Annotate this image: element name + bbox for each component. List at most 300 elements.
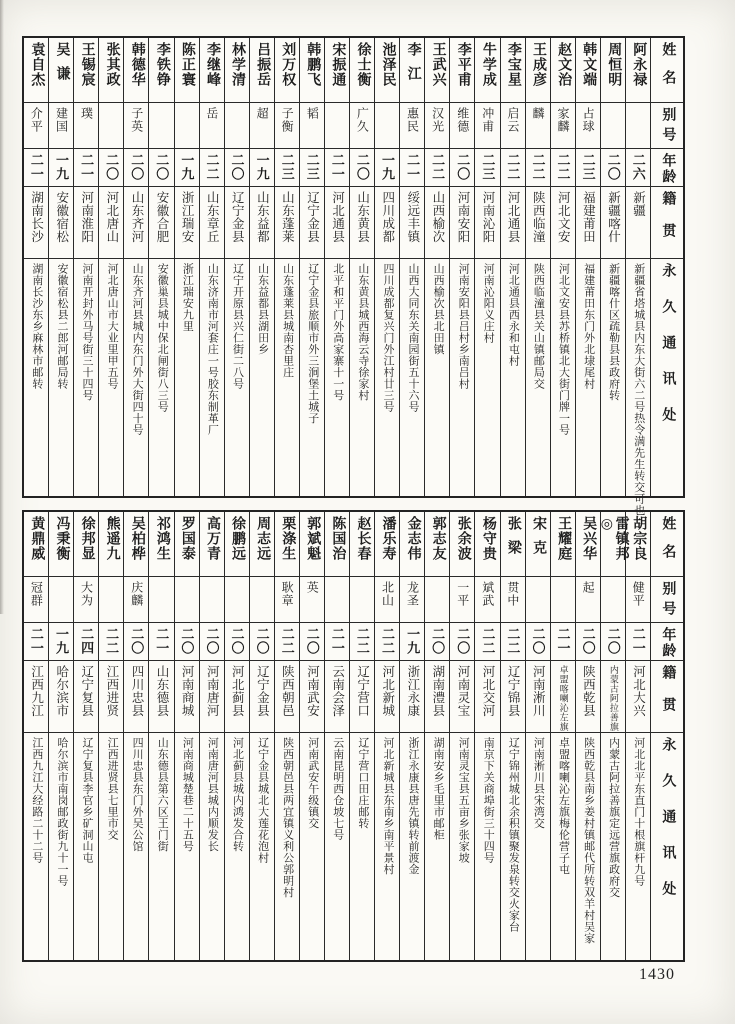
person-age: 一九	[179, 153, 195, 181]
person-age: 二三	[480, 153, 496, 181]
person-name: 杨守贵	[480, 516, 496, 561]
person-name-cell	[250, 38, 274, 102]
person-age-cell	[626, 622, 650, 660]
person-name: 李江	[405, 42, 421, 90]
person-address: 山东齐河县城内东门外大街四十号	[131, 263, 144, 436]
person-name-cell	[475, 512, 499, 576]
person-age: 二〇	[580, 627, 596, 655]
person-age-cell	[551, 622, 575, 660]
person-column	[525, 512, 550, 960]
person-alias-cell	[526, 102, 550, 148]
person-address: 河南商城楚巷二十五号	[181, 737, 194, 852]
header-alias-label: 别号	[660, 107, 676, 147]
person-alias-cell	[526, 576, 550, 622]
person-age: 二二	[505, 627, 521, 655]
person-name: 吴柏桦	[129, 516, 145, 561]
person-age: 二二	[505, 153, 521, 181]
people-grid	[24, 512, 650, 960]
person-name-cell	[400, 38, 424, 102]
person-native-cell	[400, 660, 424, 732]
person-age: 二六	[630, 153, 646, 181]
person-column	[399, 38, 424, 496]
person-name-cell	[501, 38, 525, 102]
person-native-cell	[275, 660, 299, 732]
person-age: 一九	[254, 153, 270, 181]
person-alias-cell	[576, 102, 600, 148]
person-native-cell	[149, 660, 173, 732]
person-native: 河北蓟县	[230, 665, 245, 717]
person-alias: 冠群	[29, 581, 44, 607]
person-address: 新疆喀什区疏勒县县政府转	[607, 263, 620, 401]
person-alias-cell	[501, 576, 525, 622]
person-native-cell	[626, 660, 650, 732]
person-column	[550, 38, 575, 496]
person-alias-cell	[74, 576, 98, 622]
person-address-cell	[300, 258, 324, 496]
person-age-cell	[425, 148, 449, 186]
person-age-cell	[300, 148, 324, 186]
person-native: 陕西朝邑	[280, 665, 295, 717]
person-address: 北平和平门外高家寨十一号	[331, 263, 344, 401]
person-native-cell	[551, 186, 575, 258]
person-alias-cell	[149, 576, 173, 622]
person-address: 内蒙古阿拉善旗定远营旗政府交	[607, 737, 620, 898]
person-name: 王成彦	[530, 42, 546, 87]
person-alias-cell	[99, 576, 123, 622]
person-address-cell	[149, 258, 173, 496]
person-name-cell	[450, 512, 474, 576]
person-age: 一九	[53, 627, 69, 655]
person-address: 卓盟喀喇沁左旗梅伦营子屯	[557, 737, 570, 875]
person-alias-cell	[300, 576, 324, 622]
person-name: 雷镇邦◎	[598, 516, 629, 561]
person-name-cell	[425, 512, 449, 576]
person-address-cell	[626, 732, 650, 960]
person-alias: 惠民	[405, 107, 420, 133]
person-name: 周志远	[255, 516, 271, 561]
person-alias-cell	[275, 576, 299, 622]
person-name: 罗国泰	[179, 516, 195, 561]
person-age-cell	[99, 148, 123, 186]
person-address-cell	[49, 732, 73, 960]
person-age: 二二	[279, 627, 295, 655]
person-age-cell	[149, 148, 173, 186]
person-age-cell	[225, 148, 249, 186]
person-name-cell	[175, 512, 199, 576]
person-address-cell	[200, 258, 224, 496]
person-address-cell	[425, 258, 449, 496]
person-age-cell	[576, 148, 600, 186]
person-address: 山西榆次县北田镇	[432, 263, 445, 355]
person-name: 郭志友	[430, 516, 446, 561]
person-address-cell	[576, 732, 600, 960]
person-address: 山东益都县湖田乡	[256, 263, 269, 355]
person-name: 徐邦显	[79, 516, 95, 561]
header-address-label: 永久通讯处	[660, 737, 676, 917]
person-address-cell	[475, 258, 499, 496]
person-name: 祁鸿生	[154, 516, 170, 561]
person-native: 内蒙古阿拉善旗	[608, 665, 619, 732]
person-alias-cell	[24, 102, 48, 148]
person-native: 河北文安	[556, 191, 571, 243]
person-column	[500, 512, 525, 960]
person-name: 吴兴华	[581, 516, 597, 561]
table-top	[22, 36, 685, 516]
person-alias: 一平	[455, 581, 470, 607]
person-native-cell	[225, 186, 249, 258]
person-native-cell	[124, 660, 148, 732]
person-name: 吴谦	[54, 42, 70, 90]
header-name-cell	[651, 38, 683, 102]
person-age: 二二	[380, 627, 395, 655]
person-address: 山西大同东关南园街五十六号	[407, 263, 420, 413]
person-column	[199, 38, 224, 496]
person-column	[449, 512, 474, 960]
person-native-cell	[175, 186, 199, 258]
person-column	[449, 38, 474, 496]
person-age-cell	[49, 622, 73, 660]
person-column	[148, 512, 173, 960]
person-alias-cell	[576, 576, 600, 622]
person-native-cell	[450, 660, 474, 732]
person-age-cell	[325, 148, 349, 186]
person-column	[349, 38, 374, 496]
person-address-cell	[450, 258, 474, 496]
person-name-cell	[576, 512, 600, 576]
person-address-cell	[74, 258, 98, 496]
person-alias-cell	[124, 576, 148, 622]
person-column	[48, 38, 73, 496]
person-native-cell	[425, 660, 449, 732]
person-alias-cell	[601, 576, 625, 622]
person-column	[399, 512, 424, 960]
person-age-cell	[74, 622, 98, 660]
person-native: 河南淅川	[531, 665, 546, 717]
person-name-cell	[350, 38, 374, 102]
person-alias-cell	[200, 102, 224, 148]
person-native-cell	[576, 186, 600, 258]
person-address: 河北文安县苏桥镇北大街门牌一号	[557, 263, 570, 436]
person-age: 二〇	[229, 153, 245, 181]
person-name: 张其政	[104, 42, 120, 87]
person-native: 山东蓬莱	[280, 191, 295, 243]
person-native-cell	[425, 186, 449, 258]
person-native: 河南武安	[305, 665, 320, 717]
person-native-cell	[49, 186, 73, 258]
person-address-cell	[99, 258, 123, 496]
person-column	[424, 38, 449, 496]
person-native: 山东章丘	[205, 191, 220, 243]
person-age: 二二	[204, 153, 220, 181]
person-name-cell	[24, 512, 48, 576]
person-native-cell	[325, 660, 349, 732]
person-age-cell	[275, 148, 299, 186]
person-age: 二〇	[229, 627, 245, 655]
person-column	[98, 512, 123, 960]
person-address-cell	[225, 258, 249, 496]
person-native-cell	[24, 186, 48, 258]
person-address: 江西九江大经路二十二号	[30, 737, 43, 864]
person-age-cell	[450, 148, 474, 186]
person-age-cell	[149, 622, 173, 660]
person-name: 王锡宸	[79, 42, 95, 87]
person-native-cell	[450, 186, 474, 258]
person-name: 王武兴	[430, 42, 446, 87]
person-address-cell	[49, 258, 73, 496]
person-name: 韩文端	[581, 42, 597, 87]
person-name-cell	[598, 512, 629, 576]
person-age-cell	[526, 148, 550, 186]
header-column	[650, 38, 683, 496]
person-age-cell	[99, 622, 123, 660]
person-address: 辽宁开原县兴仁街二八号	[231, 263, 244, 390]
person-native-cell	[300, 186, 324, 258]
person-native: 四川成都	[380, 191, 395, 243]
person-address: 河南唐河县城内顺发长	[206, 737, 219, 852]
person-native-cell	[601, 660, 625, 732]
person-name: 林学清	[230, 42, 246, 87]
person-name: 李铁铮	[154, 42, 170, 87]
person-address-cell	[400, 258, 424, 496]
person-alias: 英	[305, 581, 320, 594]
person-name-cell	[74, 38, 98, 102]
person-name-cell	[149, 512, 173, 576]
person-column	[299, 512, 324, 960]
person-native-cell	[551, 660, 575, 732]
header-alias-cell	[651, 102, 683, 148]
person-age-cell	[501, 622, 525, 660]
person-native: 河南唐河	[205, 665, 220, 717]
person-alias-cell	[375, 102, 399, 148]
person-age: 二〇	[605, 153, 621, 181]
person-column	[374, 512, 399, 960]
person-name-cell	[99, 512, 123, 576]
person-native: 辽宁营口	[355, 665, 370, 717]
person-address: 陕西朝邑县两宜镇义利公郭明村	[281, 737, 294, 898]
person-address-cell	[551, 258, 575, 496]
person-native: 辽宁锦县	[506, 665, 521, 717]
person-alias-cell	[149, 102, 173, 148]
person-name: 徐鹏远	[230, 516, 246, 561]
person-native-cell	[99, 660, 123, 732]
person-name: 周恒明	[606, 42, 622, 87]
person-name-cell	[200, 512, 224, 576]
header-name-label: 姓名	[660, 42, 676, 98]
person-address: 哈尔滨市南岗邮政街九十一号	[55, 737, 68, 887]
person-alias: 汉光	[430, 107, 445, 133]
person-address: 辽宁金县城北大莲花泡村	[256, 737, 269, 864]
person-column	[148, 38, 173, 496]
person-age: 二〇	[254, 627, 270, 655]
person-column	[324, 512, 349, 960]
person-address: 湖南长沙东乡麻林市邮转	[30, 263, 43, 390]
person-age: 二一	[555, 627, 571, 655]
person-alias: 大为	[79, 581, 94, 607]
person-name-cell	[200, 38, 224, 102]
person-age: 二二	[555, 153, 571, 181]
person-age-cell	[225, 622, 249, 660]
person-age-cell	[49, 148, 73, 186]
person-address: 河北唐山市大业里甲五号	[106, 263, 119, 390]
person-name-cell	[501, 512, 525, 576]
header-native-label: 籍贯	[660, 665, 676, 729]
person-address-cell	[325, 258, 349, 496]
header-age-label: 年龄	[660, 627, 676, 659]
header-address-cell	[651, 732, 683, 960]
person-age: 二〇	[605, 627, 621, 655]
person-alias-cell	[49, 576, 73, 622]
person-alias-cell	[350, 102, 374, 148]
person-age-cell	[601, 622, 625, 660]
person-alias-cell	[626, 576, 650, 622]
person-column	[224, 38, 249, 496]
person-alias-cell	[450, 102, 474, 148]
person-address-cell	[124, 732, 148, 960]
person-address: 新疆省塔城县内东大街六二号热令满先生转交可也	[632, 263, 645, 516]
person-alias-cell	[350, 576, 374, 622]
person-age-cell	[124, 148, 148, 186]
header-native-cell	[651, 660, 683, 732]
person-alias-cell	[99, 102, 123, 148]
person-alias-cell	[175, 576, 199, 622]
person-alias-cell	[400, 102, 424, 148]
person-name: 李平甫	[455, 42, 471, 87]
person-column	[324, 38, 349, 496]
person-name: 袁自杰	[29, 42, 45, 87]
person-name-cell	[375, 512, 399, 576]
person-native: 河北通县	[506, 191, 521, 243]
person-age-cell	[450, 622, 474, 660]
person-age-cell	[350, 148, 374, 186]
person-name-cell	[275, 38, 299, 102]
person-alias: 龙圣	[405, 581, 420, 607]
person-column	[424, 512, 449, 960]
person-column	[550, 512, 575, 960]
person-alias: 麟	[530, 107, 545, 120]
person-name-cell	[300, 38, 324, 102]
person-address: 南京下关商埠街三十四号	[482, 737, 495, 864]
person-name: 陈国治	[330, 516, 346, 561]
person-column	[575, 512, 600, 960]
person-alias: 庆麟	[129, 581, 144, 607]
person-address-cell	[626, 258, 650, 516]
person-alias-cell	[325, 576, 349, 622]
person-name-cell	[375, 38, 399, 102]
person-alias-cell	[225, 576, 249, 622]
person-name-cell	[601, 38, 625, 102]
person-address: 河北新城县东南乡南平景村	[381, 737, 394, 875]
person-age: 二〇	[455, 153, 471, 181]
person-age-cell	[626, 148, 650, 186]
person-alias-cell	[626, 102, 650, 148]
person-native-cell	[475, 186, 499, 258]
header-alias-label: 别号	[660, 581, 676, 621]
person-column	[600, 38, 625, 496]
person-age: 二四	[79, 627, 95, 655]
person-native-cell	[350, 186, 374, 258]
person-name: 池泽民	[380, 42, 396, 87]
person-age-cell	[501, 148, 525, 186]
person-native-cell	[74, 186, 98, 258]
person-native: 山东齐河	[129, 191, 144, 243]
person-alias: 健平	[631, 581, 646, 607]
person-name-cell	[124, 38, 148, 102]
person-address-cell	[99, 732, 123, 960]
person-native-cell	[24, 660, 48, 732]
person-native: 山东黄县	[355, 191, 370, 243]
person-column	[598, 512, 629, 960]
person-age: 二二	[480, 627, 496, 655]
person-name-cell	[49, 512, 73, 576]
person-address: 安徽宿松县二郎河邮局转	[55, 263, 68, 390]
person-name-cell	[225, 38, 249, 102]
person-native: 绥远丰镇	[405, 191, 420, 243]
person-native: 湖南长沙	[29, 191, 44, 243]
person-address: 山东德县第六区王门街	[156, 737, 169, 852]
person-alias: 介平	[29, 107, 44, 133]
person-name-cell	[626, 38, 650, 102]
person-native: 河北新城	[380, 665, 395, 717]
person-alias-cell	[24, 576, 48, 622]
person-column	[73, 38, 98, 496]
person-age: 二一	[329, 627, 345, 655]
person-name-cell	[149, 38, 173, 102]
person-alias: 子衡	[280, 107, 295, 133]
person-age: 二〇	[129, 153, 145, 181]
person-column	[73, 512, 98, 960]
person-column	[349, 512, 374, 960]
person-age: 二一	[28, 627, 44, 655]
person-age: 二〇	[455, 627, 471, 655]
person-age-cell	[375, 622, 399, 660]
person-alias-cell	[74, 102, 98, 148]
person-age: 一九	[405, 627, 421, 655]
person-native-cell	[49, 660, 73, 732]
person-native: 陕西临潼	[531, 191, 546, 243]
person-name-cell	[24, 38, 48, 102]
person-alias-cell	[300, 102, 324, 148]
header-native-cell	[651, 186, 683, 258]
person-native-cell	[325, 186, 349, 258]
person-name-cell	[526, 38, 550, 102]
person-name-cell	[576, 38, 600, 102]
person-name: 吕振岳	[255, 42, 271, 87]
person-age: 二〇	[204, 627, 220, 655]
person-age: 二〇	[530, 627, 546, 655]
person-address: 辽宁锦州城北余积镇聚发泉转交火家台	[507, 737, 520, 933]
person-name-cell	[450, 38, 474, 102]
person-column	[123, 38, 148, 496]
person-age: 二三	[304, 153, 320, 181]
person-address-cell	[501, 732, 525, 960]
person-name-cell	[400, 512, 424, 576]
person-age: 二一	[329, 153, 345, 181]
person-age: 二〇	[104, 153, 120, 181]
table-bottom	[22, 510, 685, 962]
person-name: 黄鼎威	[29, 516, 45, 561]
person-native: 江西九江	[29, 665, 44, 717]
person-native-cell	[200, 660, 224, 732]
person-age-cell	[200, 622, 224, 660]
person-alias-cell	[275, 102, 299, 148]
directory-frame	[22, 36, 685, 962]
person-alias-cell	[375, 576, 399, 622]
person-native-cell	[400, 186, 424, 258]
person-address-cell	[275, 258, 299, 496]
person-address-cell	[175, 732, 199, 960]
person-age: 二一	[630, 627, 646, 655]
person-age-cell	[124, 622, 148, 660]
